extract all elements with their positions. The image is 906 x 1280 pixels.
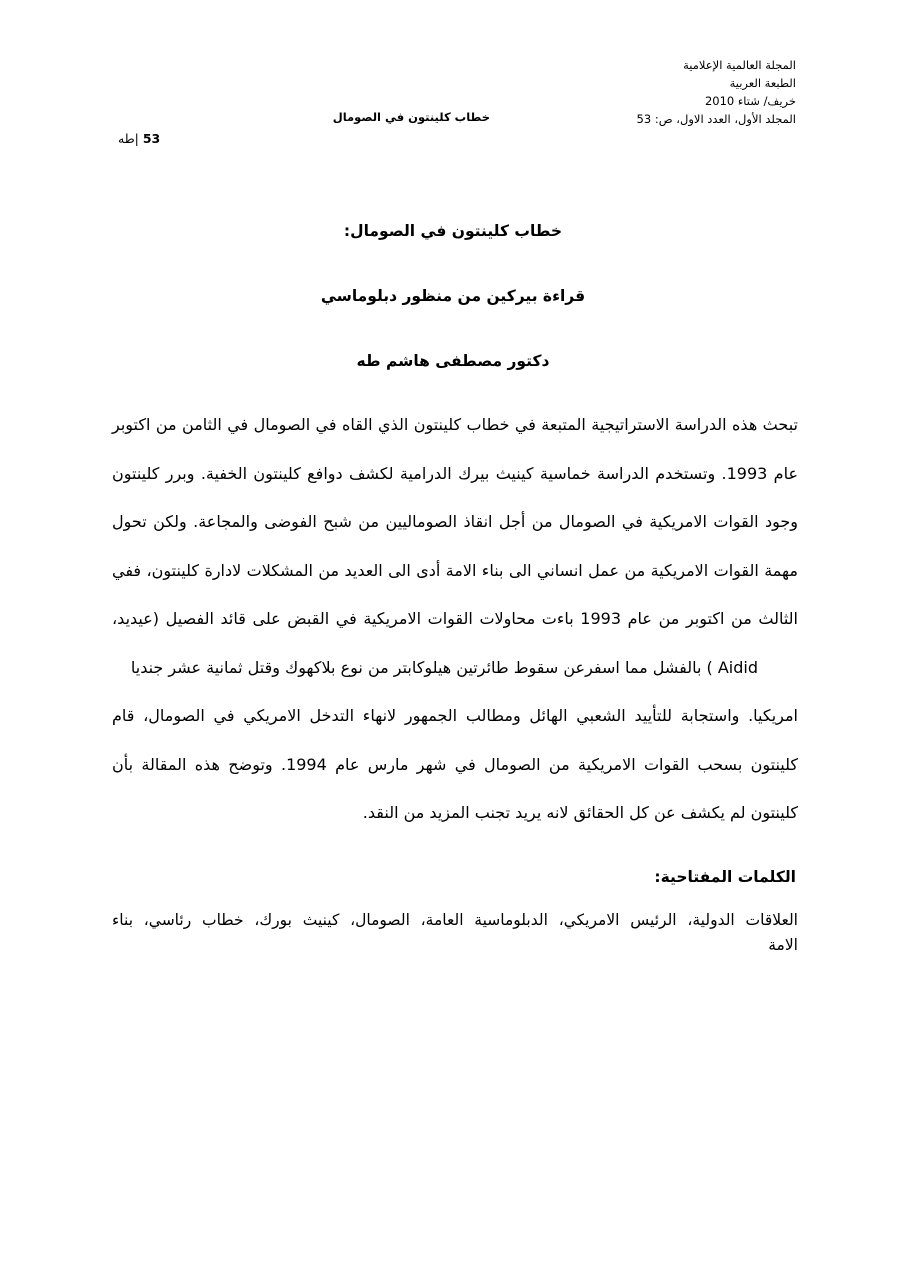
abstract-line: عام 1993. وتستخدم الدراسة خماسية كينيث بيرك الدرامية لكشف دوافع كلينتون الخفية. وبرر كلينتون	[112, 463, 798, 483]
abstract-line: مهمة القوات الامريكية من عمل انساني الى بناء الامة أدى الى العديد من المشكلات لادارة كلينتون، ففي	[112, 560, 798, 580]
running-title: خطاب كلينتون في الصومال	[332, 110, 490, 124]
abstract-line: تبحث هذه الدراسة الاستراتيجية المتبعة في خطاب كلينتون الذي القاه في الصومال في الثامن من اكتوبر	[112, 415, 798, 434]
keywords-line: الامة	[768, 936, 798, 954]
abstract-line: الثالث من اكتوبر من عام 1993 باءت محاولات القوات الامريكية في القبض على قائد الفصيل (عيديد،	[112, 609, 798, 628]
abstract-line: كلينتون لم يكشف عن كل الحقائق لانه يريد تجنب المزيد من النقد.	[362, 803, 798, 822]
journal-info-block	[556, 56, 796, 128]
page-number-label: 53 |طه	[118, 131, 161, 146]
article-author: دكتور مصطفى هاشم طه	[356, 352, 550, 370]
keywords-heading: الكلمات المفتاحية:	[654, 868, 796, 886]
journal-edition: الطبعة العربية	[729, 76, 796, 90]
journal-name: المجلة العالمية الإعلامية	[683, 58, 796, 72]
journal-volume-issue: المجلد الأول، العدد الاول، ص: 53	[636, 112, 796, 126]
article-subtitle: قراءة بيركين من منظور دبلوماسي	[320, 287, 586, 305]
abstract-line: وجود القوات الامريكية في الصومال من أجل انقاذ الصوماليين من شبح الفوضى والمجاعة. ولكن تحول	[112, 512, 798, 531]
keywords-line: العلاقات الدولية، الرئيس الامريكي، الدبلوماسية العامة، الصومال، كينيث بورك، خطاب رئاسي، بناء	[112, 911, 798, 929]
abstract-line: كلينتون بسحب القوات الامريكية من الصومال في شهر مارس عام 1994. وتوضح هذه المقالة بأن	[112, 754, 799, 774]
abstract	[112, 405, 798, 842]
page-author: طه	[118, 131, 135, 146]
keywords-text	[112, 908, 798, 958]
abstract-line: Aidid ) بالفشل مما اسفرعن سقوط طائرتين هيلوكابتر من نوع بلاكهوك وقتل ثمانية عشر جنديا	[130, 657, 758, 677]
journal-season: خريف/ شتاء 2010	[704, 94, 796, 108]
abstract-line: امريكيا. واستجابة للتأييد الشعبي الهائل ومطالب الجمهور لانهاء التدخل الامريكي في الصومال، قام	[112, 706, 798, 725]
page-number: 53	[142, 131, 161, 146]
article-title: خطاب كلينتون في الصومال:	[343, 222, 563, 240]
